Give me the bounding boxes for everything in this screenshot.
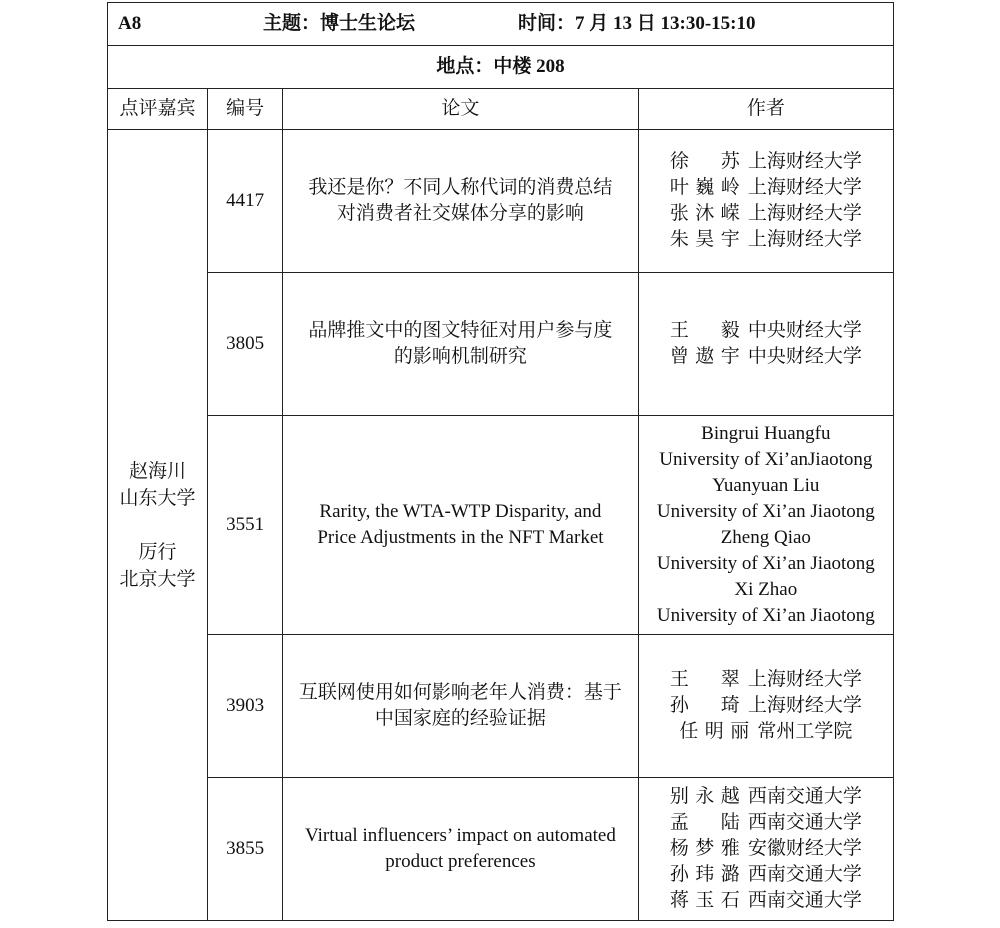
session-code: A8 xyxy=(118,13,142,34)
paper-row xyxy=(108,130,894,273)
author-org: 西南交通大学 xyxy=(747,890,862,911)
paper-title-cell xyxy=(283,778,638,921)
author-org: 西南交通大学 xyxy=(747,864,862,885)
reviewer-org: 北京大学 xyxy=(119,568,196,590)
author-name: Bingrui Huangfu xyxy=(701,423,831,444)
paper-row xyxy=(108,273,894,416)
paper-title-line: 对消费者社交媒体分享的影响 xyxy=(336,203,584,224)
author-name: Zheng Qiao xyxy=(720,527,811,548)
paper-authors-cell xyxy=(638,130,893,273)
author-name: 朱昊宇 xyxy=(669,229,740,250)
paper-title-line: 品牌推文中的图文特征对用户参与度 xyxy=(308,320,613,341)
col-header-authors: 作者 xyxy=(638,89,893,130)
paper-authors-cell xyxy=(638,778,893,921)
author-org: 常州工学院 xyxy=(757,721,853,742)
author-name: 曾遨宇 xyxy=(669,346,740,367)
author-org: University of Xi’an Jiaotong xyxy=(656,605,875,626)
paper-id: 3855 xyxy=(208,778,283,921)
paper-authors-cell xyxy=(638,416,893,635)
paper-row xyxy=(108,416,894,635)
author-entry xyxy=(670,318,862,344)
paper-title-line: Virtual influencers’ impact on automated xyxy=(305,825,616,846)
author-name: 叶巍岭 xyxy=(669,177,740,198)
paper-id: 3551 xyxy=(208,416,283,635)
reviewer-name: 厉行 xyxy=(138,541,177,563)
column-header-row xyxy=(108,89,894,130)
author-name: 蒋玉石 xyxy=(669,890,740,911)
col-header-number: 编号 xyxy=(208,89,283,130)
author-entry xyxy=(670,836,862,862)
paper-row xyxy=(108,778,894,921)
author-org: 西南交通大学 xyxy=(747,786,862,807)
author-org: 西南交通大学 xyxy=(747,812,862,833)
author-name: 徐苏 xyxy=(669,151,740,172)
session-header-row xyxy=(108,3,894,46)
author-org: 上海财经大学 xyxy=(747,695,862,716)
col-header-paper: 论文 xyxy=(283,89,638,130)
author-name: 孙琦 xyxy=(669,695,740,716)
author-name: 别永越 xyxy=(669,786,740,807)
author-name: 任明丽 xyxy=(679,721,750,742)
reviewers-cell xyxy=(108,130,208,921)
author-entry xyxy=(670,344,862,370)
author-name: Xi Zhao xyxy=(734,579,798,600)
paper-title-line: 我还是你？不同人称代词的消费总结 xyxy=(308,177,613,198)
author-entry xyxy=(670,784,862,810)
author-org: 上海财经大学 xyxy=(747,203,862,224)
author-org: University of Xi’an Jiaotong xyxy=(656,501,875,522)
reviewer-org: 山东大学 xyxy=(119,487,196,509)
paper-title-line: 中国家庭的经验证据 xyxy=(374,708,546,729)
reviewer-list xyxy=(108,458,207,593)
author-name: 孟陆 xyxy=(669,812,740,833)
author-org: 上海财经大学 xyxy=(747,669,862,690)
paper-id: 4417 xyxy=(208,130,283,273)
session-topic: 主题：博士生论坛 xyxy=(263,13,416,34)
paper-title-line: Rarity, the WTA-WTP Disparity, and xyxy=(319,501,602,522)
paper-row xyxy=(108,635,894,778)
author-entry xyxy=(670,149,862,175)
paper-authors-cell xyxy=(638,273,893,416)
paper-title-cell xyxy=(283,130,638,273)
reviewer-name: 赵海川 xyxy=(129,460,187,482)
paper-title-cell xyxy=(283,273,638,416)
paper-id: 3903 xyxy=(208,635,283,778)
author-entry xyxy=(670,862,862,888)
paper-title-line: Price Adjustments in the NFT Market xyxy=(317,527,604,548)
author-entry xyxy=(670,201,862,227)
author-name: 张沐嵘 xyxy=(669,203,740,224)
author-entry xyxy=(670,810,862,836)
author-org: 中央财经大学 xyxy=(747,320,862,341)
author-entry xyxy=(679,719,852,745)
session-schedule-table xyxy=(107,2,894,921)
session-time: 时间：7 月 13 日 13:30-15:10 xyxy=(518,13,756,34)
author-org: 安徽财经大学 xyxy=(747,838,862,859)
author-entry xyxy=(670,888,862,914)
paper-id: 3805 xyxy=(208,273,283,416)
session-location: 地点：中楼 208 xyxy=(108,46,894,89)
paper-title-line: 互联网使用如何影响老年人消费：基于 xyxy=(298,682,622,703)
author-entry xyxy=(670,175,862,201)
paper-title-cell xyxy=(283,416,638,635)
author-name: 孙玮潞 xyxy=(669,864,740,885)
author-name: 王毅 xyxy=(669,320,740,341)
author-entry xyxy=(670,667,862,693)
author-entry xyxy=(670,227,862,253)
author-org: 上海财经大学 xyxy=(747,229,862,250)
author-org: 中央财经大学 xyxy=(747,346,862,367)
paper-title-cell xyxy=(283,635,638,778)
location-row xyxy=(108,46,894,89)
author-org: University of Xi’anJiaotong xyxy=(659,449,873,470)
author-org: University of Xi’an Jiaotong xyxy=(656,553,875,574)
author-name: 杨梦雅 xyxy=(669,838,740,859)
paper-authors-cell xyxy=(638,635,893,778)
author-name: 王翠 xyxy=(669,669,740,690)
paper-title-line: 的影响机制研究 xyxy=(393,346,527,367)
author-name: Yuanyuan Liu xyxy=(712,475,820,496)
col-header-reviewer: 点评嘉宾 xyxy=(108,89,208,130)
author-entry xyxy=(670,693,862,719)
author-org: 上海财经大学 xyxy=(747,177,862,198)
author-org: 上海财经大学 xyxy=(747,151,862,172)
paper-title-line: product preferences xyxy=(385,851,536,872)
